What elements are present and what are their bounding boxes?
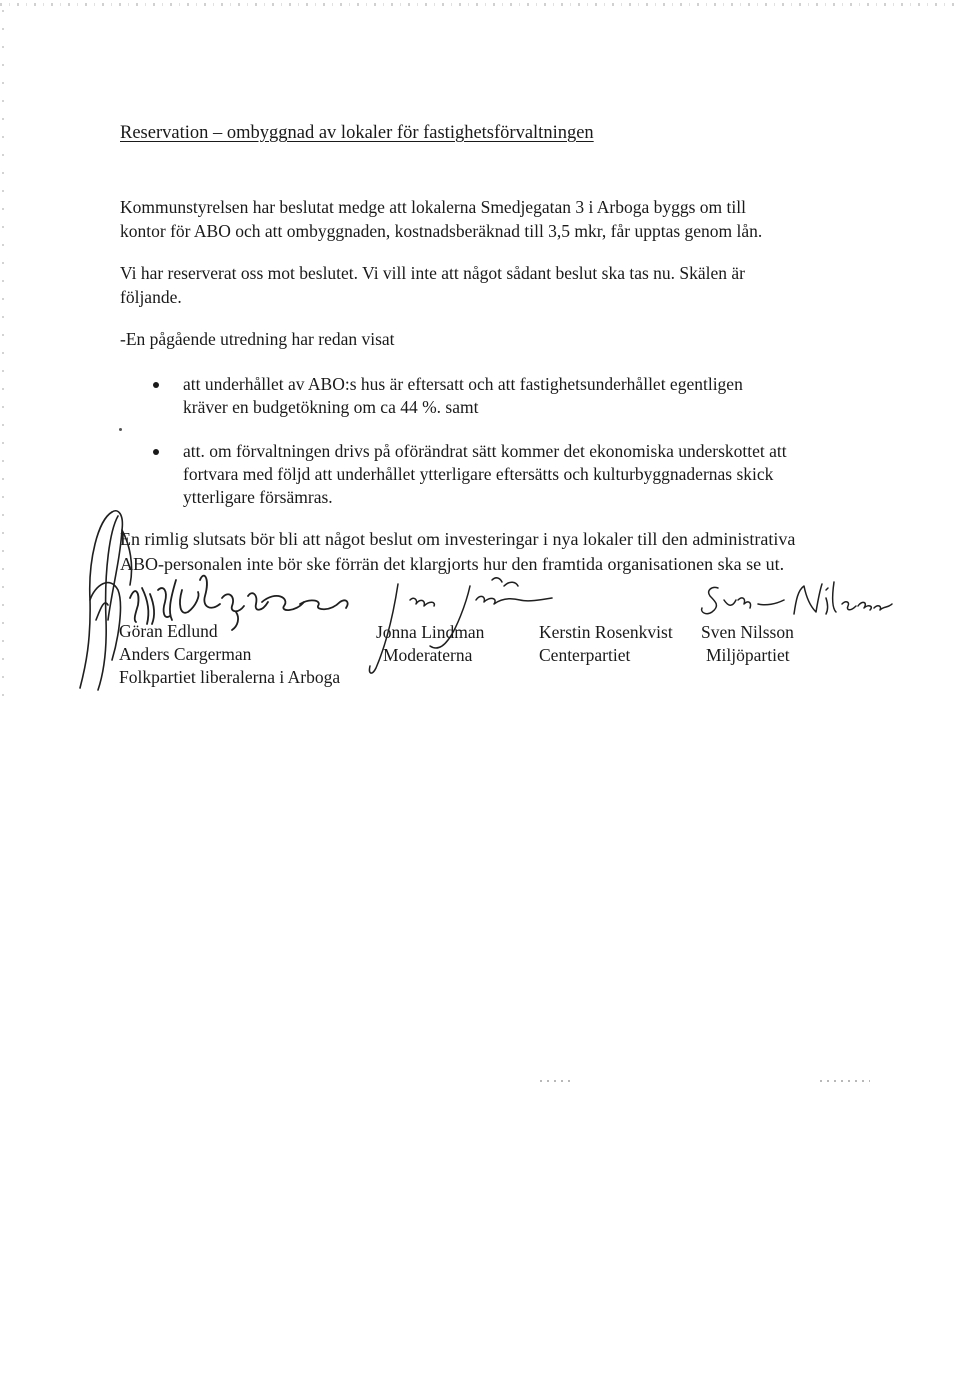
signature-nilsson bbox=[702, 582, 892, 614]
signatory-name-cargerman: Anders Cargerman bbox=[119, 644, 252, 664]
text-line: följande. bbox=[120, 287, 182, 307]
paragraph-investigation: -En pågående utredning har redan visat bbox=[120, 329, 395, 349]
signature-lindman bbox=[369, 578, 552, 673]
text-line: ytterligare försämras. bbox=[183, 487, 333, 507]
signatory-party-miljopartiet: Miljöpartiet bbox=[706, 645, 790, 665]
signatory-name-nilsson: Sven Nilsson bbox=[701, 622, 794, 642]
text-line: fortvara med följd att underhållet ytterligare eftersätts och kulturbyggnadernas skick bbox=[183, 464, 774, 484]
text-line: att underhållet av ABO:s hus är eftersatt och att fastighetsunderhållet egentligen bbox=[183, 374, 743, 394]
text-line: ABO-personalen inte bör ske förrän det klargjorts hur den framtida organisationen ska se ut. bbox=[120, 554, 785, 574]
signatory-name-rosenkvist: Kerstin Rosenkvist bbox=[539, 622, 673, 642]
text-line: En rimlig slutsats bör bli att något beslut om investeringar i nya lokaler till den administrativa bbox=[120, 529, 796, 549]
signature-edlund bbox=[130, 576, 348, 630]
document-title: Reservation – ombyggnad av lokaler för fastighetsförvaltningen bbox=[120, 123, 594, 143]
text-line: kontor för ABO och att ombyggnaden, kostnadsberäknad till 3,5 mkr, får upptas genom lån. bbox=[120, 221, 763, 241]
text-line: kräver en budgetökning om ca 44 %. samt bbox=[183, 397, 479, 417]
signatory-party-folkpartiet: Folkpartiet liberalerna i Arboga bbox=[119, 667, 341, 687]
text-line: Vi har reserverat oss mot beslutet. Vi vill inte att något sådant beslut ska tas nu. Skälen är bbox=[120, 263, 746, 283]
text-line: att. om förvaltningen drivs på oförändrat sätt kommer det ekonomiska underskottet att bbox=[183, 441, 787, 461]
signatory-party-centerpartiet: Centerpartiet bbox=[539, 645, 631, 665]
signatory-name-lindman: Jonna Lindman bbox=[376, 622, 485, 642]
signature-cargerman bbox=[80, 511, 132, 690]
text-line: Kommunstyrelsen har beslutat medge att lokalerna Smedjegatan 3 i Arboga byggs om till bbox=[120, 197, 746, 217]
signatory-party-moderaterna: Moderaterna bbox=[383, 645, 473, 665]
signatory-name-edlund: Göran Edlund bbox=[119, 621, 218, 641]
